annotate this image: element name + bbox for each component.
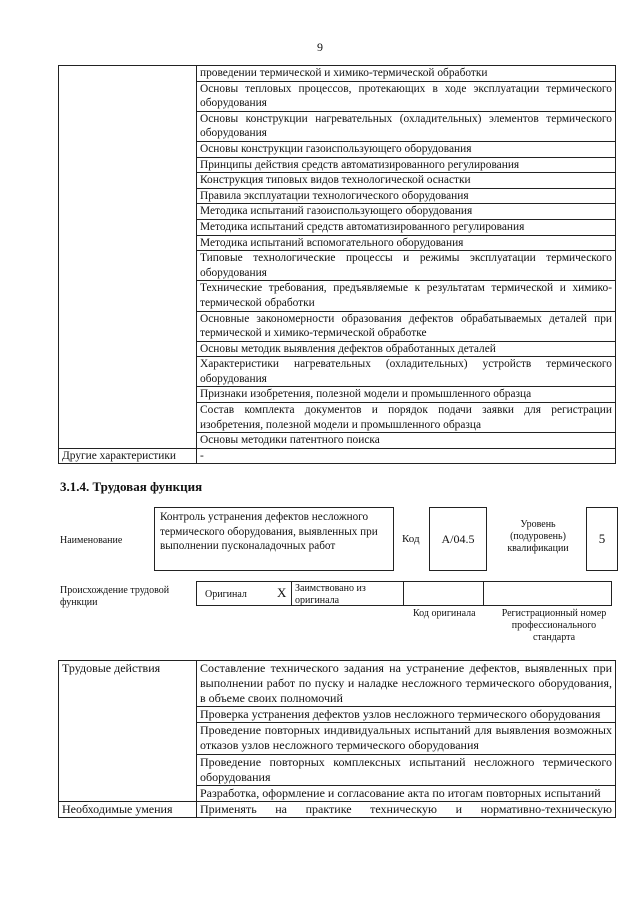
table-cell: Проверка устранения дефектов узлов несложного термического оборудования <box>197 707 616 723</box>
reg-number-cell <box>484 581 612 606</box>
borrowed-cell <box>292 581 404 606</box>
table-cell: Основы конструкции нагревательных (охладительных) элементов термического оборудования <box>197 111 616 141</box>
original-mark: X <box>277 585 287 600</box>
knowledge-table <box>58 65 616 464</box>
table-cell: Основы конструкции газоиспользующего оборудования <box>197 141 616 157</box>
name-value: Контроль устранения дефектов несложного термического оборудования, выявленных при выполнении пусконаладочных работ <box>160 511 378 552</box>
table-cell: Методика испытаний газоиспользующего оборудования <box>197 204 616 220</box>
table-cell: Методика испытаний средств автоматизированного регулирования <box>197 219 616 235</box>
table-row <box>59 661 616 707</box>
table-cell: Состав комплекта документов и порядок подачи заявки для регистрации изобретения, полезной модели и промышленного образца <box>197 403 616 433</box>
name-box <box>154 507 394 571</box>
table-cell: Методика испытаний вспомогательного оборудования <box>197 235 616 251</box>
other-characteristics-label: Другие характеристики <box>59 448 197 464</box>
table-cell: проведении термической и химико-термической обработки <box>197 66 616 82</box>
table-cell: Составление технического задания на устранение дефектов, выявленных при выполнении работ по пуску и наладке несложного термического оборудования, в объеме своих полномочий <box>197 661 616 707</box>
name-label: Наименование <box>60 535 123 546</box>
table-row <box>59 66 616 82</box>
table-cell: Основы методик выявления дефектов обработанных деталей <box>197 341 616 357</box>
code-original-cell <box>404 581 484 606</box>
code-value: A/04.5 <box>429 507 487 571</box>
table-cell: Основные закономерности образования дефектов обрабатываемых деталей при термической и химико-термической обработке <box>197 311 616 341</box>
level-label: Уровень (подуровень) квалификации <box>507 519 569 554</box>
level-value: 5 <box>586 507 618 571</box>
code-original-label: Код оригинала <box>413 608 476 619</box>
table-cell: Технические требования, предъявляемые к результатам термической и химико-термической обработки <box>197 281 616 311</box>
section-title: 3.1.4. Трудовая функция <box>60 479 203 494</box>
borrowed-label: Заимствовано из оригинала <box>295 583 366 606</box>
table-cell: Конструкция типовых видов технологической оснастки <box>197 173 616 189</box>
code-label: Код <box>402 533 420 545</box>
skills-label: Необходимые умения <box>59 801 197 817</box>
table-row <box>59 801 616 817</box>
original-cell <box>196 581 292 606</box>
actions-label: Трудовые действия <box>59 661 197 802</box>
table-cell: Применять на практике техническую и нормативно-техническую <box>197 801 616 817</box>
other-characteristics-value: - <box>197 448 616 464</box>
origin-label: Происхождение трудовой функции <box>60 585 170 608</box>
origin-row <box>196 581 612 606</box>
table-cell: Проведение повторных комплексных испытаний несложного термического оборудования <box>197 754 616 785</box>
table-row <box>59 448 616 464</box>
table-left-cell <box>59 66 197 449</box>
table-cell: Проведение повторных индивидуальных испытаний для выявления возможных отказов узлов несложного термического оборудования <box>197 723 616 754</box>
actions-table <box>58 660 616 818</box>
page-number: 9 <box>317 40 323 54</box>
table-cell: Признаки изобретения, полезной модели и промышленного образца <box>197 387 616 403</box>
reg-number-label: Регистрационный номер профессионального стандарта <box>501 608 607 643</box>
table-cell: Типовые технологические процессы и режимы эксплуатации термического оборудования <box>197 251 616 281</box>
table-cell: Принципы действия средств автоматизированного регулирования <box>197 157 616 173</box>
table-cell: Основы тепловых процессов, протекающих в ходе эксплуатации термического оборудования <box>197 81 616 111</box>
table-cell: Правила эксплуатации технологического оборудования <box>197 188 616 204</box>
original-label: Оригинал <box>205 589 247 600</box>
table-cell: Характеристики нагревательных (охладительных) устройств термического оборудования <box>197 357 616 387</box>
table-cell: Основы методики патентного поиска <box>197 433 616 449</box>
table-cell: Разработка, оформление и согласование акта по итогам повторных испытаний <box>197 785 616 801</box>
